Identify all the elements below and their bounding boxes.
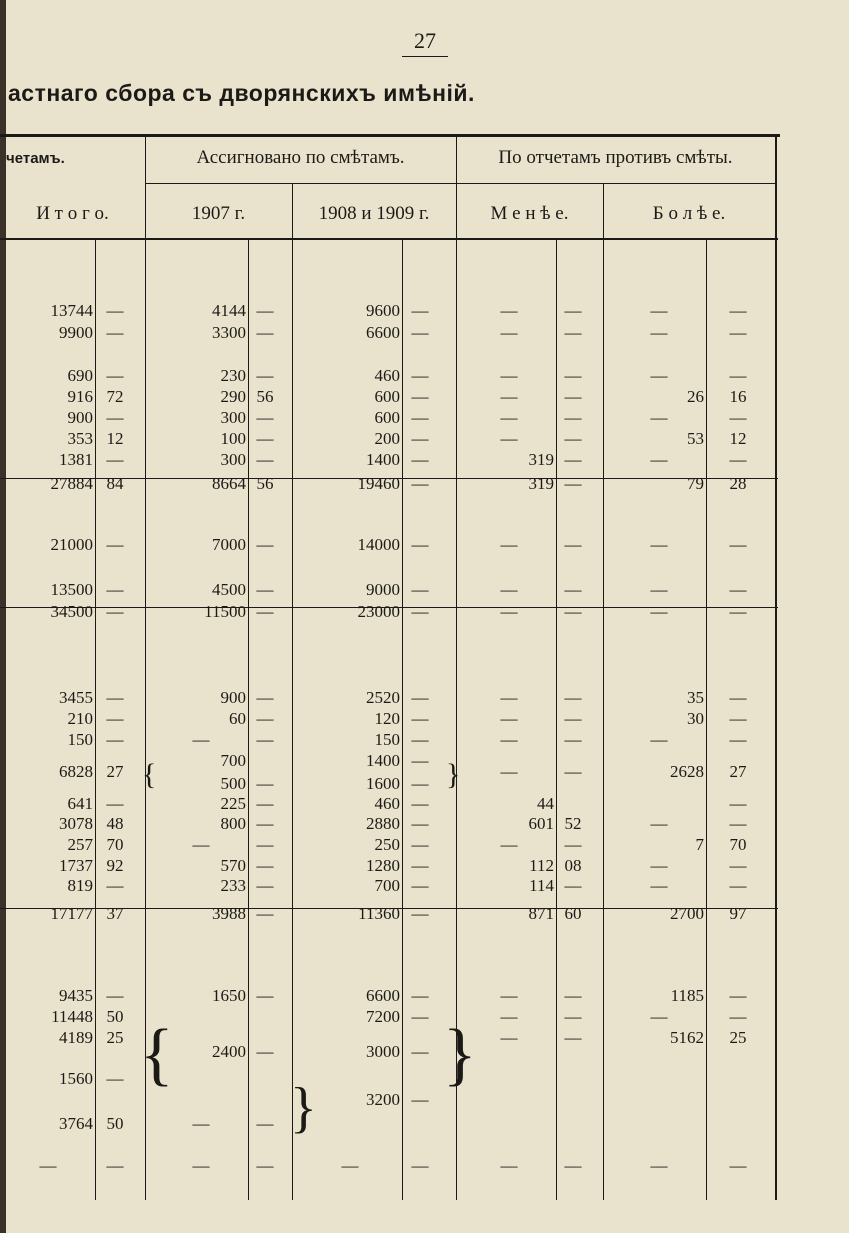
assigned-1907-kop: —	[256, 535, 274, 554]
less-value: —	[500, 709, 518, 728]
less-kop: —	[564, 535, 582, 554]
header-sub-rule	[145, 183, 775, 184]
assigned-1907: —	[192, 1114, 210, 1133]
total-value: 9435	[59, 986, 93, 1005]
assigned-1907: 225	[220, 794, 246, 813]
table-top-rule	[0, 134, 780, 137]
assigned-1908-1909: 2880	[366, 814, 400, 833]
header-assigned: Ассигновано по смѣтамъ.	[196, 147, 405, 168]
assigned-1907-kop: —	[256, 856, 274, 875]
header-less: М е н ѣ е.	[490, 203, 569, 224]
total-kop: 12	[106, 429, 124, 448]
assigned-1908-1909: 200	[374, 429, 400, 448]
total-kop: —	[106, 408, 124, 427]
total-value: 6828	[59, 762, 93, 781]
total-value: 34500	[50, 602, 93, 621]
less-kop: 52	[564, 814, 582, 833]
assigned-1907-kop: —	[256, 774, 274, 793]
assigned-1907: 700	[220, 751, 246, 770]
less-kop: —	[564, 1007, 582, 1026]
more-value: —	[650, 1007, 668, 1026]
assigned-1908-1909: 19460	[357, 474, 400, 493]
assigned-1907-kop: —	[256, 835, 274, 854]
assigned-1908-1909-kop: —	[411, 688, 429, 707]
assigned-1907-kop: —	[256, 709, 274, 728]
assigned-1907: —	[192, 730, 210, 749]
more-kop: —	[729, 450, 747, 469]
less-kop: —	[564, 450, 582, 469]
more-kop: —	[729, 580, 747, 599]
brace-1907-group: {	[140, 1016, 174, 1093]
assigned-1908-1909-kop: —	[411, 602, 429, 621]
more-kop: 97	[729, 904, 747, 923]
less-value: 112	[529, 856, 554, 875]
assigned-1907: 800	[220, 814, 246, 833]
assigned-1907: 8664	[212, 474, 246, 493]
assigned-1908-1909: 7200	[366, 1007, 400, 1026]
less-kop: —	[564, 323, 582, 342]
assigned-1907: 11500	[204, 602, 246, 621]
more-kop: —	[729, 1156, 747, 1175]
assigned-1907: 100	[220, 429, 246, 448]
total-value: 1381	[59, 450, 93, 469]
assigned-1908-1909-kop: —	[411, 751, 429, 770]
less-value: —	[500, 602, 518, 621]
total-kop: —	[106, 323, 124, 342]
less-value: —	[500, 580, 518, 599]
more-kop: —	[729, 688, 747, 707]
assigned-1907: —	[192, 835, 210, 854]
total-value: 641	[67, 794, 93, 813]
more-value: —	[650, 301, 668, 320]
less-value: —	[500, 387, 518, 406]
total-kop: —	[106, 1069, 124, 1088]
assigned-1907-kop: —	[256, 1156, 274, 1175]
total-kop: —	[106, 794, 124, 813]
more-value: 2628	[670, 762, 704, 781]
less-value: —	[500, 1028, 518, 1047]
page-number: 27	[414, 28, 436, 53]
brace-0809-group-b: }	[290, 1077, 317, 1139]
total-value: 3764	[59, 1114, 93, 1133]
assigned-1908-1909-kop: —	[411, 876, 429, 895]
assigned-1908-1909-kop: —	[411, 986, 429, 1005]
less-kop: 60	[564, 904, 582, 923]
assigned-1907: 300	[220, 450, 246, 469]
total-kop: 25	[106, 1028, 124, 1047]
less-kop: —	[564, 602, 582, 621]
assigned-1907-kop: —	[256, 323, 274, 342]
brace-0809-group-a: }	[443, 1016, 477, 1093]
more-value: —	[650, 602, 668, 621]
assigned-1907: 60	[229, 709, 246, 728]
less-value: —	[500, 986, 518, 1005]
table-right-border	[775, 137, 777, 1200]
assigned-1908-1909-kop: —	[411, 709, 429, 728]
assigned-1908-1909-kop: —	[411, 1042, 429, 1061]
total-kop: —	[106, 876, 124, 895]
total-kop: —	[106, 366, 124, 385]
less-value: —	[500, 408, 518, 427]
more-kop: —	[729, 730, 747, 749]
total-value: 257	[67, 835, 93, 854]
more-value: —	[650, 366, 668, 385]
assigned-1907-kop: —	[256, 450, 274, 469]
less-value: 871	[528, 904, 554, 923]
header-total: И т о г о.	[36, 203, 109, 224]
assigned-1908-1909-kop: —	[411, 814, 429, 833]
col-sep-less-more	[603, 184, 604, 1200]
assigned-1908-1909: 700	[374, 876, 400, 895]
more-kop: —	[729, 535, 747, 554]
page-number-rule	[402, 56, 448, 57]
more-kop: —	[729, 856, 747, 875]
total-kop: 70	[106, 835, 124, 854]
assigned-1908-1909: —	[341, 1156, 359, 1175]
total-value: 690	[67, 366, 93, 385]
less-value: —	[500, 835, 518, 854]
assigned-1907: 3300	[212, 323, 246, 342]
more-kop: —	[729, 814, 747, 833]
total-kop: 72	[106, 387, 124, 406]
assigned-1908-1909: 150	[374, 730, 400, 749]
assigned-1908-1909-kop: —	[411, 904, 429, 923]
assigned-1908-1909: 3000	[366, 1042, 400, 1061]
total-kop: 48	[106, 814, 124, 833]
header-bottom-rule	[0, 238, 778, 240]
assigned-1908-1909: 1400	[366, 751, 400, 770]
total-kop: —	[106, 580, 124, 599]
total-value: 13500	[50, 580, 93, 599]
more-kop: —	[729, 301, 747, 320]
more-kop: —	[729, 1007, 747, 1026]
assigned-1907: 4144	[212, 301, 246, 320]
total-value: 13744	[50, 301, 93, 320]
assigned-1908-1909: 6600	[366, 323, 400, 342]
assigned-1908-1909: 14000	[357, 535, 400, 554]
assigned-1907: 900	[220, 688, 246, 707]
assigned-1907: 7000	[212, 535, 246, 554]
assigned-1907-kop: —	[256, 876, 274, 895]
total-kop: —	[106, 535, 124, 554]
more-value: 5162	[670, 1028, 704, 1047]
assigned-1907-kop: —	[256, 1042, 274, 1061]
more-kop: —	[729, 366, 747, 385]
less-value: —	[500, 323, 518, 342]
assigned-1908-1909: 2520	[366, 688, 400, 707]
assigned-1907-kop: —	[256, 814, 274, 833]
assigned-1908-1909-kop: —	[411, 1156, 429, 1175]
brace-0809-pair: }	[446, 758, 461, 791]
more-value: 30	[687, 709, 704, 728]
assigned-1907: 3988	[212, 904, 246, 923]
assigned-1908-1909: 9000	[366, 580, 400, 599]
more-value: —	[650, 323, 668, 342]
total-value: 1560	[59, 1069, 93, 1088]
assigned-1908-1909: 1600	[366, 774, 400, 793]
header-1907: 1907 г.	[191, 203, 246, 224]
assigned-1908-1909: 460	[374, 366, 400, 385]
assigned-1908-1909: 1280	[366, 856, 400, 875]
total-value: 353	[67, 429, 93, 448]
assigned-1907: 230	[220, 366, 246, 385]
total-value: 819	[67, 876, 93, 895]
assigned-1908-1909: 120	[374, 709, 400, 728]
less-kop: —	[564, 986, 582, 1005]
more-value: —	[650, 876, 668, 895]
more-kop: 70	[729, 835, 747, 854]
less-kop: —	[564, 429, 582, 448]
assigned-1907-kop: —	[256, 986, 274, 1005]
more-value: 35	[687, 688, 704, 707]
header-more: Б о л ѣ е.	[652, 203, 726, 224]
more-value: —	[650, 580, 668, 599]
total-kop: —	[106, 450, 124, 469]
less-kop: —	[564, 301, 582, 320]
less-value: —	[500, 301, 518, 320]
less-value: —	[500, 535, 518, 554]
more-value: 7	[695, 835, 704, 854]
total-value: 916	[67, 387, 93, 406]
assigned-1908-1909-kop: —	[411, 730, 429, 749]
assigned-1908-1909-kop: —	[411, 794, 429, 813]
assigned-1908-1909-kop: —	[411, 1007, 429, 1026]
page-title: астнаго сбора съ дворянскихъ имѣній.	[8, 80, 475, 106]
more-kop: —	[729, 709, 747, 728]
assigned-1907: 1650	[212, 986, 246, 1005]
less-kop: —	[564, 366, 582, 385]
total-kop: 84	[106, 474, 124, 493]
assigned-1907-kop: —	[256, 1114, 274, 1133]
assigned-1907-kop: —	[256, 730, 274, 749]
assigned-1907: 500	[220, 774, 246, 793]
less-value: 44	[537, 794, 554, 813]
less-kop: —	[564, 709, 582, 728]
more-kop: —	[729, 986, 747, 1005]
less-value: —	[500, 429, 518, 448]
assigned-1908-1909-kop: —	[411, 774, 429, 793]
assigned-1907: 2400	[212, 1042, 246, 1061]
assigned-1907-kop: —	[256, 602, 274, 621]
less-value: —	[500, 1007, 518, 1026]
total-kop: —	[106, 730, 124, 749]
total-kop: —	[106, 688, 124, 707]
total-value: 900	[67, 408, 93, 427]
less-value: 319	[528, 450, 554, 469]
total-value: 27884	[50, 474, 93, 493]
more-kop: 25	[729, 1028, 747, 1047]
assigned-1908-1909-kop: —	[411, 387, 429, 406]
col-sep-more-kop	[706, 240, 707, 1200]
less-value: —	[500, 762, 518, 781]
less-kop: —	[564, 1156, 582, 1175]
more-kop: 12	[729, 429, 747, 448]
total-value: 3078	[59, 814, 93, 833]
less-value: 114	[529, 876, 554, 895]
total-value: 17177	[50, 904, 93, 923]
less-kop: —	[564, 580, 582, 599]
total-kop: 27	[106, 762, 124, 781]
assigned-1908-1909-kop: —	[411, 580, 429, 599]
assigned-1907: 4500	[212, 580, 246, 599]
assigned-1908-1909: 460	[374, 794, 400, 813]
more-kop: —	[729, 794, 747, 813]
total-kop: 37	[106, 904, 124, 923]
more-value: 1185	[670, 986, 704, 1005]
assigned-1908-1909: 11360	[358, 904, 400, 923]
more-value: —	[650, 1156, 668, 1175]
more-kop: 16	[729, 387, 747, 406]
more-value: —	[650, 408, 668, 427]
total-value: 3455	[59, 688, 93, 707]
total-kop: —	[106, 602, 124, 621]
assigned-1908-1909-kop: —	[411, 323, 429, 342]
more-kop: —	[729, 602, 747, 621]
assigned-1908-1909: 600	[374, 387, 400, 406]
less-kop: —	[564, 835, 582, 854]
more-value: —	[650, 730, 668, 749]
less-value: —	[500, 1156, 518, 1175]
assigned-1907-kop: 56	[256, 474, 274, 493]
assigned-1907-kop: —	[256, 688, 274, 707]
more-value: 26	[687, 387, 704, 406]
total-kop: —	[106, 301, 124, 320]
total-kop: 50	[106, 1007, 124, 1026]
header-reports-fragment: четамъ.	[6, 150, 65, 167]
assigned-1907: 300	[220, 408, 246, 427]
less-kop: —	[564, 408, 582, 427]
less-value: —	[500, 688, 518, 707]
more-kop: —	[729, 323, 747, 342]
less-kop: —	[564, 730, 582, 749]
more-value: —	[650, 856, 668, 875]
assigned-1907: —	[192, 1156, 210, 1175]
assigned-1908-1909-kop: —	[411, 474, 429, 493]
total-kop: 92	[106, 856, 124, 875]
total-value: 210	[67, 709, 93, 728]
less-value: 601	[528, 814, 554, 833]
more-value: 79	[687, 474, 704, 493]
total-kop: —	[106, 709, 124, 728]
assigned-1908-1909-kop: —	[411, 301, 429, 320]
less-value: —	[500, 730, 518, 749]
total-value: 1737	[59, 856, 93, 875]
assigned-1908-1909: 1400	[366, 450, 400, 469]
total-value: 9900	[59, 323, 93, 342]
assigned-1908-1909: 600	[374, 408, 400, 427]
assigned-1908-1909-kop: —	[411, 856, 429, 875]
more-kop: 27	[729, 762, 747, 781]
less-kop: —	[564, 762, 582, 781]
more-value: 2700	[670, 904, 704, 923]
total-value: —	[39, 1156, 57, 1175]
less-kop: —	[564, 876, 582, 895]
assigned-1907-kop: —	[256, 429, 274, 448]
total-value: 11448	[51, 1007, 93, 1026]
assigned-1907: 290	[220, 387, 246, 406]
more-value: —	[650, 450, 668, 469]
less-kop: —	[564, 387, 582, 406]
total-value: 4189	[59, 1028, 93, 1047]
assigned-1907-kop: —	[256, 301, 274, 320]
assigned-1908-1909: 250	[374, 835, 400, 854]
assigned-1907-kop: —	[256, 366, 274, 385]
assigned-1908-1909-kop: —	[411, 535, 429, 554]
assigned-1907-kop: —	[256, 904, 274, 923]
assigned-1908-1909-kop: —	[411, 429, 429, 448]
total-value: 150	[67, 730, 93, 749]
less-kop: —	[564, 688, 582, 707]
assigned-1908-1909: 6600	[366, 986, 400, 1005]
assigned-1908-1909: 3200	[366, 1090, 400, 1109]
assigned-1908-1909-kop: —	[411, 835, 429, 854]
col-sep-total-kop	[95, 240, 96, 1200]
more-kop: —	[729, 408, 747, 427]
more-value: —	[650, 814, 668, 833]
header-vs-estimate: По отчетамъ противъ смѣты.	[498, 147, 733, 168]
assigned-1908-1909-kop: —	[411, 1090, 429, 1109]
assigned-1907-kop: 56	[256, 387, 274, 406]
more-kop: 28	[729, 474, 747, 493]
assigned-1907-kop: —	[256, 580, 274, 599]
less-kop: 08	[564, 856, 582, 875]
header-1908-1909: 1908 и 1909 г.	[318, 203, 430, 224]
assigned-1907-kop: —	[256, 794, 274, 813]
col-sep-1907-0809	[292, 184, 293, 1200]
total-kop: —	[106, 986, 124, 1005]
assigned-1908-1909-kop: —	[411, 366, 429, 385]
assigned-1907: 570	[220, 856, 246, 875]
total-kop: —	[106, 1156, 124, 1175]
less-value: —	[500, 366, 518, 385]
more-kop: —	[729, 876, 747, 895]
less-kop: —	[564, 474, 582, 493]
more-value: —	[650, 535, 668, 554]
total-value: 21000	[50, 535, 93, 554]
assigned-1908-1909-kop: —	[411, 450, 429, 469]
less-kop: —	[564, 1028, 582, 1047]
less-value: 319	[528, 474, 554, 493]
assigned-1907-kop: —	[256, 408, 274, 427]
assigned-1908-1909-kop: —	[411, 408, 429, 427]
total-kop: 50	[106, 1114, 124, 1133]
assigned-1908-1909: 9600	[366, 301, 400, 320]
brace-1907-pair: {	[142, 758, 157, 791]
more-value: 53	[687, 429, 704, 448]
assigned-1907: 233	[220, 876, 246, 895]
assigned-1908-1909: 23000	[357, 602, 400, 621]
